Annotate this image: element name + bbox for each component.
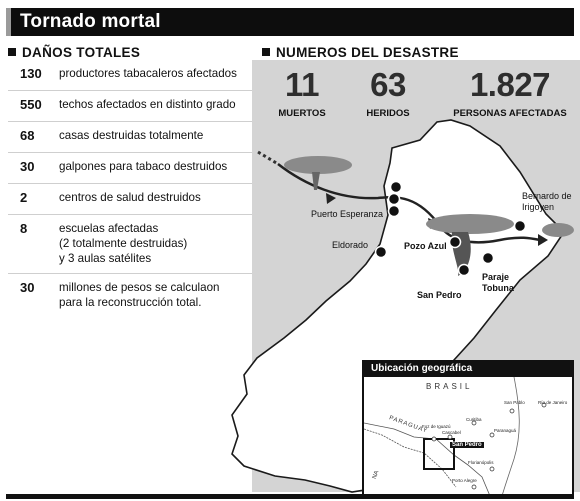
damage-desc: millones de pesos se calculaon para la reconstrucción total. <box>59 281 220 309</box>
damages-heading-text: DAÑOS TOTALES <box>22 45 141 60</box>
inset-header <box>364 362 572 377</box>
inset-label-curitiba: Curitiba <box>466 417 482 422</box>
stat-label-affected: PERSONAS AFECTADAS <box>453 108 567 119</box>
city-label-san-pedro: San Pedro <box>417 290 462 300</box>
inset-label-cascabel: Cascabel <box>442 430 461 435</box>
damage-value: 30 <box>20 280 35 295</box>
inset-city-icon <box>510 409 514 413</box>
city-marker-icon <box>376 247 387 258</box>
inset-city-icon <box>472 485 476 489</box>
inset-label-paranagua: Paranaguá <box>494 428 517 433</box>
damage-value: 30 <box>20 159 35 174</box>
city-label-puerto-esperanza: Puerto Esperanza <box>311 209 384 219</box>
city-label-bernardo-de-irigoyen: Bernardo de Irigoyen <box>522 191 572 212</box>
city-marker-icon <box>389 194 400 205</box>
arrowhead-icon <box>326 193 336 204</box>
inset-location-map <box>362 360 574 498</box>
stat-label-injured: HERIDOS <box>366 108 410 119</box>
storm-cloud-icon <box>542 223 574 237</box>
damage-value: 130 <box>20 66 42 81</box>
storm-cloud-icon <box>426 214 514 234</box>
tornado-path-dashed <box>258 152 278 164</box>
inset-city-icon <box>490 467 494 471</box>
disaster-heading-text: NUMEROS DEL DESASTRE <box>276 45 459 60</box>
inset-country-label: BRASIL <box>426 382 473 391</box>
stat-value-affected: 1.827 <box>469 66 551 103</box>
inset-label-porto-alegre: Porto Alegre <box>452 478 477 483</box>
inset-san-pedro-label: San Pedro <box>452 442 482 448</box>
damage-value: 550 <box>20 97 42 112</box>
city-marker-icon <box>389 206 400 217</box>
inset-city-icon <box>490 433 494 437</box>
city-label-eldorado: Eldorado <box>332 240 369 250</box>
damage-desc: techos afectados en distinto grado <box>59 98 236 111</box>
city-label-pozo-azul: Pozo Azul <box>404 241 447 251</box>
inset-coast-line <box>502 377 519 496</box>
city-marker-icon <box>391 182 402 193</box>
inset-label-sao-paulo: San Pablo <box>504 400 525 405</box>
damage-desc: escuelas afectadas (2 totalmente destruidas) y 3 aulas satélites <box>59 222 188 265</box>
page-title: Tornado mortal <box>20 11 161 32</box>
inset-title: Ubicación geográfica <box>371 363 473 374</box>
damage-value: 68 <box>20 128 35 143</box>
city-label-paraje-tobuna: Paraje Tobuna <box>482 272 514 293</box>
damage-desc: centros de salud destruidos <box>59 191 201 204</box>
city-marker-icon <box>459 265 470 276</box>
city-marker-icon <box>515 221 526 232</box>
inset-river-label: NA <box>371 470 381 480</box>
city-marker-icon <box>450 237 461 248</box>
damage-value: 2 <box>20 190 28 205</box>
stat-label-dead: MUERTOS <box>278 108 326 119</box>
inset-paraguay-label: PARAGUAY <box>388 415 429 435</box>
damage-desc: productores tabacaleros afectados <box>59 67 237 80</box>
inset-label-florianopolis: Florianópolis <box>468 460 494 465</box>
bottom-rule <box>6 494 574 499</box>
stat-value-injured: 63 <box>370 66 406 103</box>
storm-cloud-icon <box>284 156 352 174</box>
inset-city-icon <box>432 437 436 441</box>
damage-desc: casas destruidas totalmente <box>59 129 204 142</box>
inset-label-rio: Río de Janeiro <box>538 400 568 405</box>
stat-value-dead: 11 <box>285 66 319 103</box>
damage-value: 8 <box>20 221 28 236</box>
damage-desc: galpones para tabaco destruidos <box>59 160 228 173</box>
inset-label-foz: Foz de Iguazú <box>422 424 451 429</box>
city-marker-icon <box>483 253 494 264</box>
inset-city-icon <box>448 435 452 439</box>
